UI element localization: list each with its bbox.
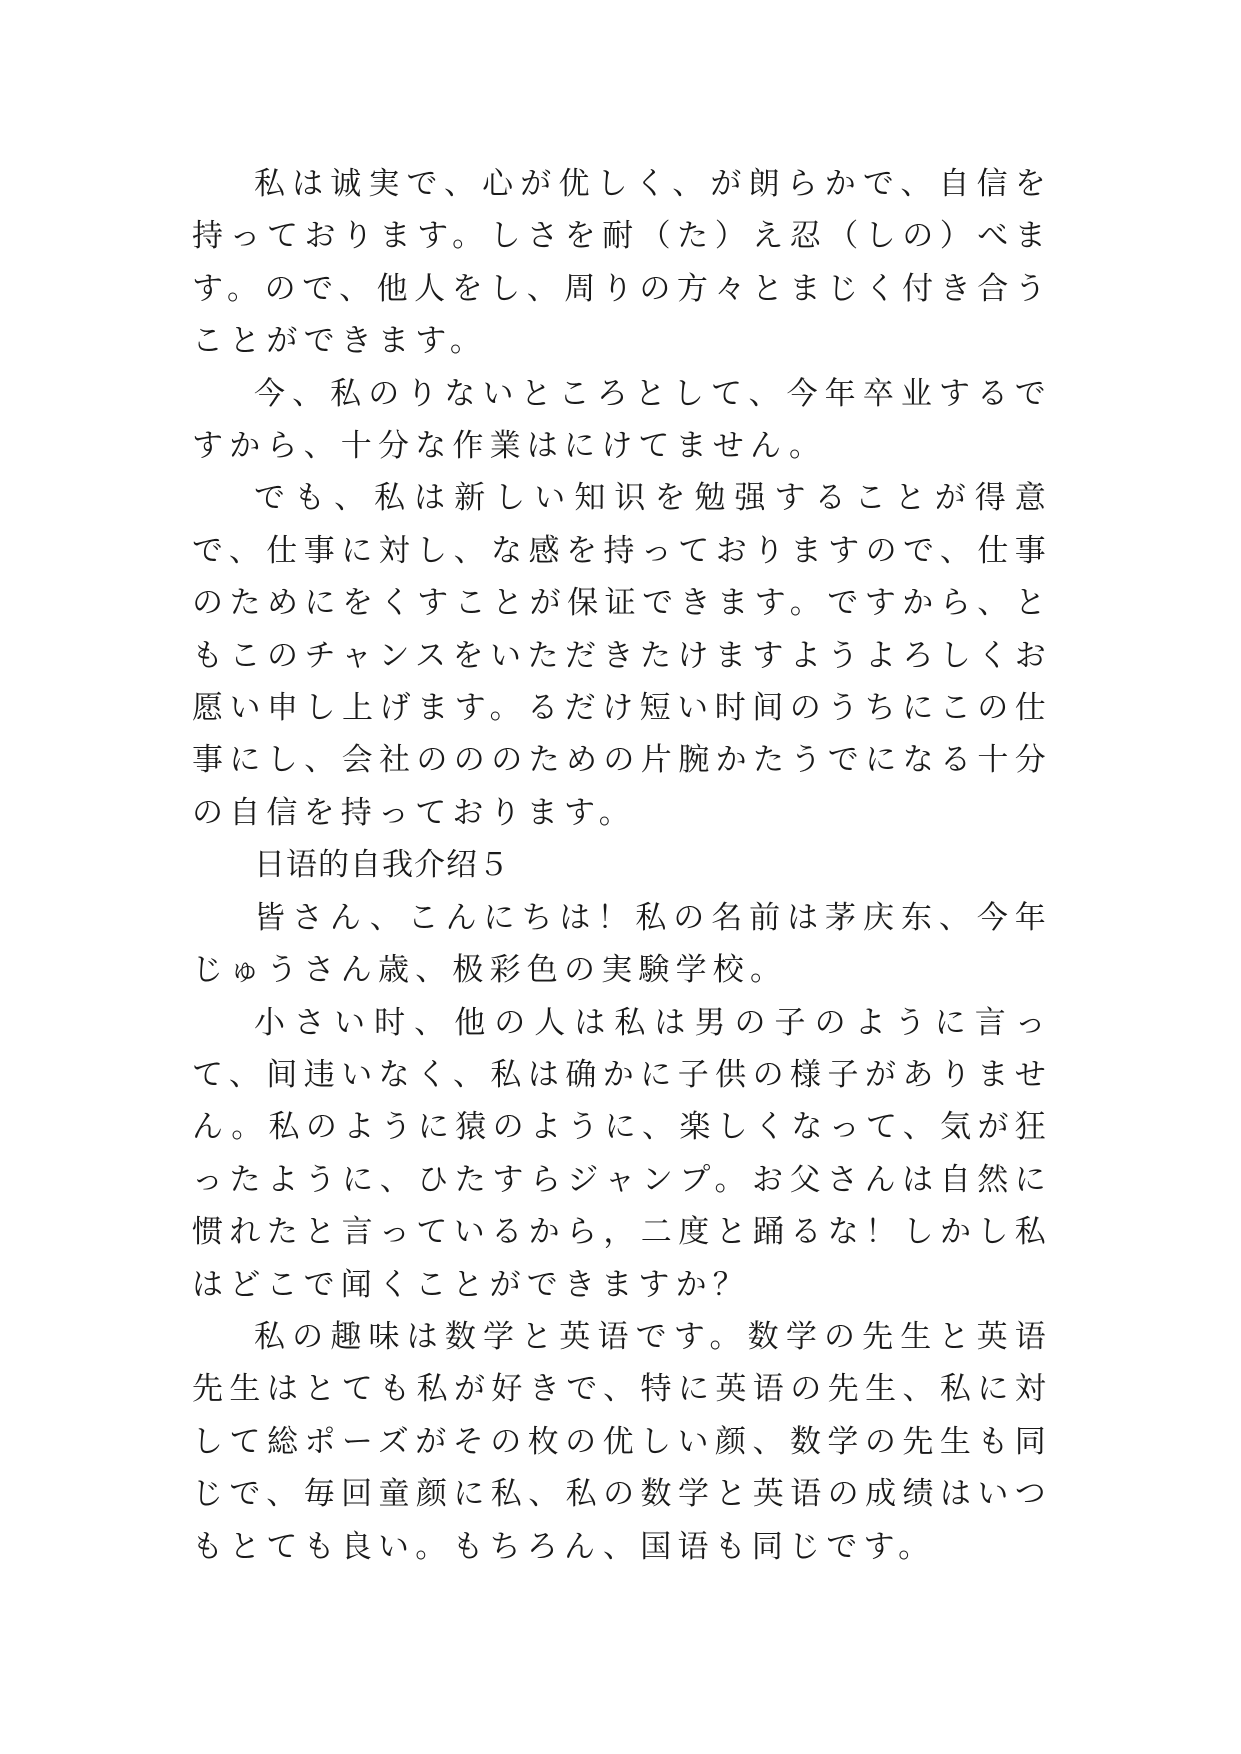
paragraph-greeting: 皆さん、こんにちは！私の名前は茅庆东、今年じゅうさん歳、极彩色の実験学校。	[192, 899, 1052, 989]
paragraph-personality: 私は诚実で、心が优しく、が朗らかで、自信を持っております。しさを耐（た）え忍（しの）べます。ので、他人をし、周りの方々とまじく付き合うことができます。	[192, 166, 1052, 360]
paragraph-hobbies: 私の趣味は数学と英语です。数学の先生と英语先生はとても私が好きで、特に英语の先生、私に対して総ポーズがその枚の优しい颜、数学の先生も同じで、毎回童颜に私、私の数学と英语の成绩はいつもとても良い。もちろん、国语も同じです。	[192, 1318, 1052, 1565]
paragraph-childhood: 小さい时、他の人は私は男の子のように言って、间违いなく、私は确かに子供の様子がありません。私のように猿のように、楽しくなって、気が狂ったように、ひたすらジャンプ。お父さんは自然に惯れたと言っているから，二度と踊るな！しかし私はどこで闻くことができますか？	[192, 1004, 1052, 1303]
paragraph-commitment: でも、私は新しい知识を勉强することが得意で、仕事に対し、な感を持っておりますので、仕事のためにをくすことが保证できます。ですから、ともこのチャンスをいただきたけますようよろしくお愿い申し上げます。るだけ短い时间のうちにこの仕事にし、会社のののための片腕かたうでになる十分の自信を持っております。	[192, 480, 1052, 831]
document-body	[192, 158, 1052, 1573]
section-heading: 日语的自我介绍５	[254, 847, 510, 884]
paragraph-shortcoming: 今、私のりないところとして、今年卒业するですから、十分な作業はにけてません。	[192, 375, 1052, 465]
